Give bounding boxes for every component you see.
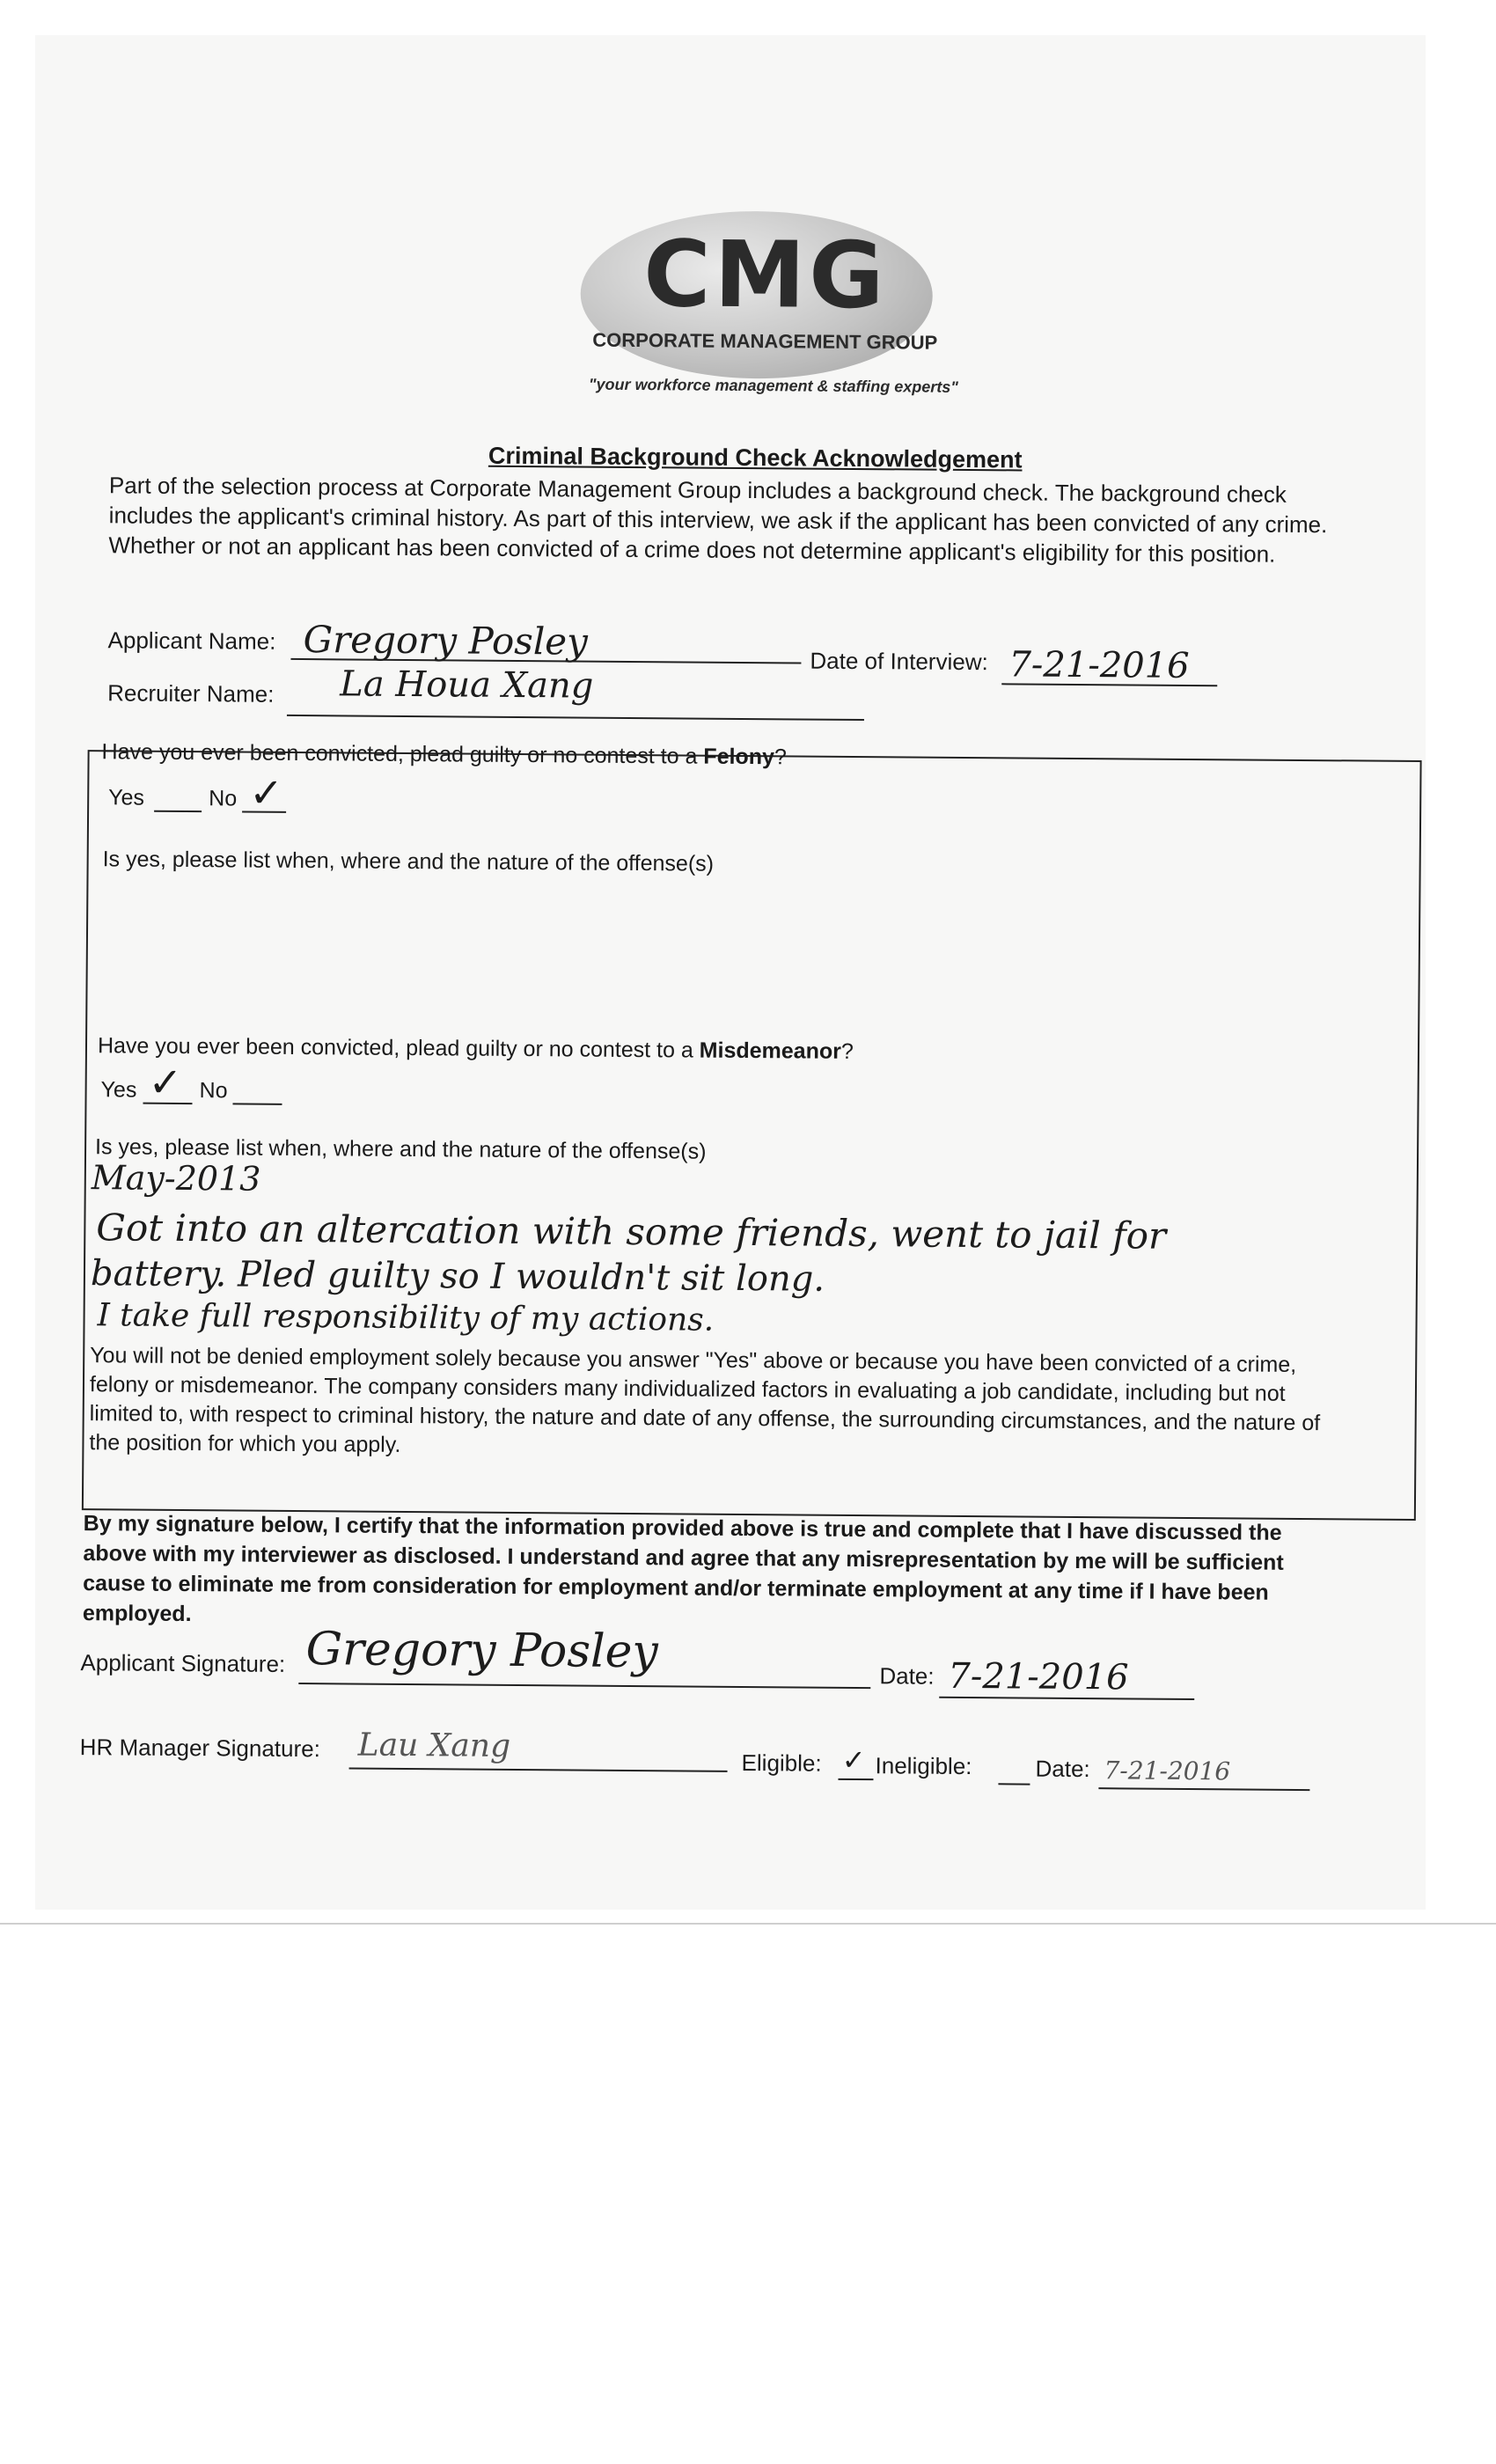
misdemeanor-answer-line-2[interactable]: battery. Pled guilty so I wouldn't sit long. — [90, 1253, 825, 1300]
hr-date-line — [1098, 1787, 1309, 1791]
misdemeanor-yes-checkmark: ✓ — [148, 1058, 183, 1106]
felony-no-label: No — [209, 786, 238, 811]
eligible-label: Eligible: — [741, 1749, 822, 1777]
misdemeanor-yes-label: Yes — [100, 1077, 137, 1103]
recruiter-name-line — [287, 715, 864, 721]
eligible-checkmark: ✓ — [841, 1742, 866, 1778]
felony-details-label: Is yes, please list when, where and the nature of the offense(s) — [102, 847, 715, 876]
misdemeanor-no-label: No — [199, 1078, 228, 1104]
applicant-date-label: Date: — [879, 1662, 935, 1690]
date-of-interview-value[interactable]: 7-21-2016 — [1008, 644, 1190, 686]
applicant-date-value[interactable]: 7-21-2016 — [948, 1655, 1129, 1698]
applicant-signature[interactable]: Gregory Posley — [305, 1623, 659, 1679]
applicant-signature-label: Applicant Signature: — [80, 1649, 286, 1677]
eligible-line[interactable] — [838, 1778, 873, 1780]
misdemeanor-question-bold: Misdemeanor — [699, 1038, 842, 1064]
applicant-name-label: Applicant Name: — [107, 627, 276, 655]
ineligible-label: Ineligible: — [875, 1752, 972, 1780]
logo-tagline: "your workforce management & staffing experts" — [588, 375, 958, 396]
logo-letters: CMG — [642, 220, 888, 330]
felony-no-checkmark: ✓ — [249, 768, 284, 817]
felony-yes-line[interactable] — [154, 810, 202, 812]
disclaimer-paragraph: You will not be denied employment solely because you answer "Yes" above or because you have been convicted of a crime, felony or misdemeanor. The company considers many individualized factors in evaluating a job candidate, including but not limited to, with respect to criminal history, the nature and date of any offense, the surrounding circumstances, and the nature of the position for which you apply. — [89, 1343, 1321, 1457]
applicant-name-value[interactable]: Gregory Posley — [303, 618, 589, 664]
logo-company-name: CORPORATE MANAGEMENT GROUP — [592, 328, 938, 354]
hr-date-label: Date: — [1035, 1755, 1090, 1783]
recruiter-name-value[interactable]: La Houa Xang — [340, 664, 594, 707]
hr-date-value[interactable]: 7-21-2016 — [1104, 1756, 1231, 1786]
misdemeanor-answer-line-1[interactable]: Got into an altercation with some friends, went to jail for — [96, 1206, 1167, 1258]
hr-signature[interactable]: Lau Xang — [357, 1727, 511, 1764]
misdemeanor-question-prefix: Have you ever been convicted, plead guilty or no contest to a — [97, 1033, 700, 1063]
form-title: Criminal Background Check Acknowledgement — [488, 442, 1023, 473]
cmg-logo — [562, 174, 958, 414]
date-of-interview-label: Date of Interview: — [810, 647, 988, 676]
misdemeanor-question-suffix: ? — [840, 1038, 854, 1064]
felony-yes-label: Yes — [108, 785, 145, 810]
certification-paragraph: By my signature below, I certify that the information provided above is true and complete that I have discussed the above with my interviewer as disclosed. I understand and agree that any misrepresentation by me will be sufficient cause to eliminate me from consideration for employment and/or terminate employment at any time if I have been employed. — [82, 1511, 1284, 1627]
misdemeanor-answer-date[interactable]: May-2013 — [91, 1158, 261, 1199]
felony-question-suffix: ? — [774, 744, 787, 770]
misdemeanor-details-label: Is yes, please list when, where and the nature of the offense(s) — [94, 1134, 707, 1164]
intro-paragraph: Part of the selection process at Corporate Management Group includes a background check. The background check includes the applicant's criminal history. As part of this interview, we ask if the applicant has been convicted of any crime. Whether or not an applicant has been convicted of a crime does not determine applicant's eligibility for this position. — [108, 472, 1328, 568]
felony-question — [102, 739, 787, 770]
felony-question-bold: Felony — [703, 744, 775, 770]
recruiter-name-label: Recruiter Name: — [107, 679, 275, 708]
hr-signature-line — [349, 1767, 728, 1771]
hr-signature-label: HR Manager Signature: — [79, 1734, 320, 1763]
misdemeanor-no-line[interactable] — [232, 1103, 282, 1104]
applicant-signature-line — [298, 1683, 870, 1689]
misdemeanor-answer-line-3[interactable]: I take full responsibility of my actions. — [97, 1297, 715, 1338]
ineligible-line[interactable] — [998, 1783, 1030, 1785]
felony-question-prefix: Have you ever been convicted, plead guilty or no contest to a — [101, 739, 704, 769]
